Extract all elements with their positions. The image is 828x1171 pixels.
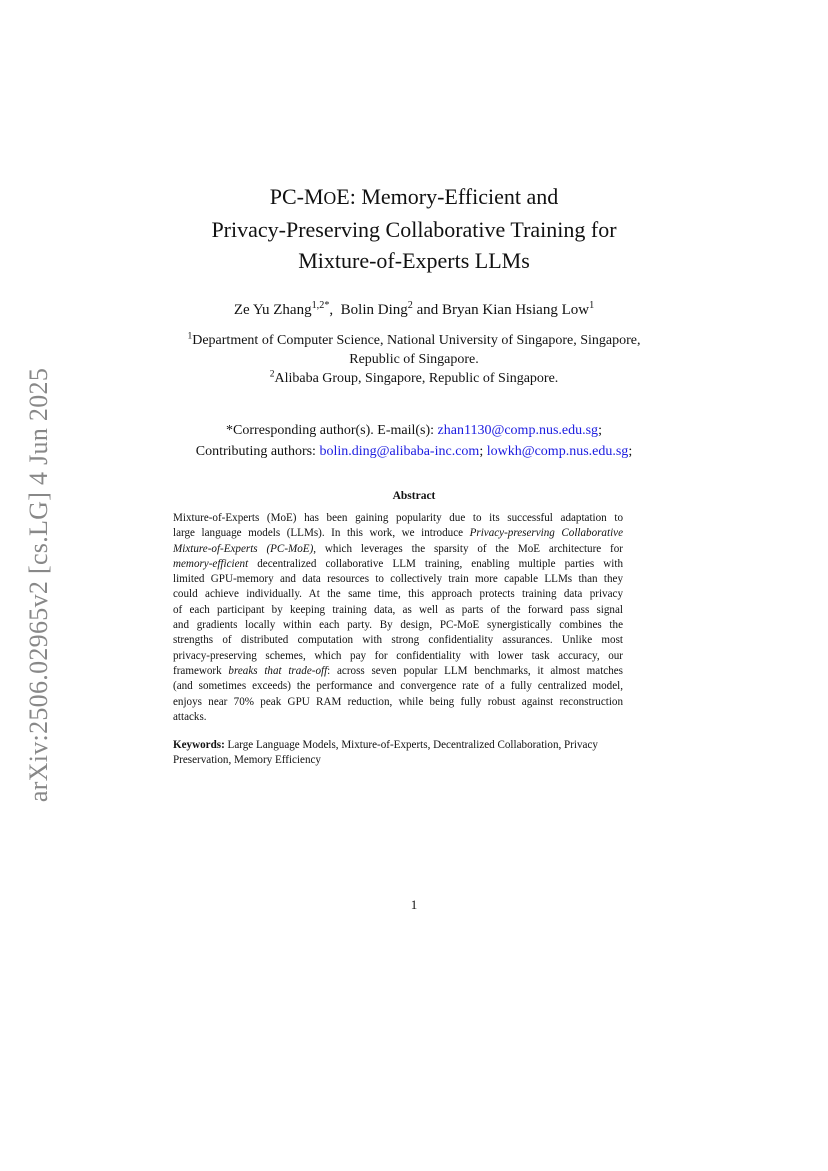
corresponding-author-line <box>0 420 828 441</box>
contributing-email-link-1[interactable]: bolin.ding@alibaba-inc.com <box>319 444 480 459</box>
title-line-3: Mixture-of-Experts LLMs <box>298 248 530 273</box>
affiliation-1-line-1 <box>0 331 828 350</box>
title-line-2: Privacy-Preserving Collaborative Training for <box>211 217 617 242</box>
abstract-line: Mixture-of-Experts (PC-MoE), which leverages the sparsity of the MoE architecture for <box>173 542 623 555</box>
separator: ; <box>628 444 633 459</box>
contributing-email-link-2[interactable]: lowkh@comp.nus.edu.sg <box>486 444 629 459</box>
abstract-emphasis: Privacy-preserving Collaborative <box>469 527 623 540</box>
author-affiliation-mark: 2 <box>407 300 413 311</box>
author-name: Ze Yu Zhang <box>233 302 312 318</box>
page-number: 1 <box>410 897 418 912</box>
author-name: Bolin Ding <box>340 302 408 318</box>
separator: ; <box>598 423 602 438</box>
author-separator: , <box>329 302 341 318</box>
keywords-label: Keywords: <box>173 739 225 751</box>
abstract-emphasis: Mixture-of-Experts (PC-MoE) <box>173 542 314 555</box>
author-affiliation-mark: 1 <box>589 300 595 311</box>
abstract-line: could achieve individually. At the same time, this approach protects training data privacy <box>173 588 623 601</box>
contact-emails <box>0 420 828 462</box>
abstract-emphasis: memory-efficient <box>173 557 249 570</box>
affiliation-mark: 2 <box>269 369 275 380</box>
author-name: Bryan Kian Hsiang Low <box>442 302 590 318</box>
abstract-line: framework breaks that trade-off: across seven popular LLM benchmarks, it almost matches <box>173 664 623 677</box>
title-line-1 <box>0 181 828 214</box>
abstract-line: (and sometimes exceeds) the performance and convergence rate of a fully centralized model, <box>173 680 623 693</box>
title-rest: E: Memory-Efficient and <box>336 184 559 209</box>
abstract-line: memory-efficient decentralized collaborative LLM training, enabling multiple parties with <box>173 557 623 570</box>
arxiv-identifier-stamp: arXiv:2506.02965v2 [cs.LG] 4 Jun 2025 <box>24 367 53 803</box>
title-prefix: PC-M <box>269 184 324 209</box>
abstract-line: strengths of distributed computation with strong confidentiality assurances. Unlike most <box>173 634 623 647</box>
abstract-line: of each participant by keeping training data, as well as parts of the forward pass signal <box>173 603 623 616</box>
affiliation-text: Alibaba Group, Singapore, Republic of Singapore. <box>274 371 559 386</box>
abstract-emphasis: breaks that trade-off <box>228 664 328 677</box>
abstract-line: privacy-preserving schemes, which pay for confidentiality with lower task accuracy, our <box>173 649 623 662</box>
corresponding-label: *Corresponding author(s). E-mail(s): <box>226 423 438 438</box>
contributing-label: Contributing authors: <box>195 444 320 459</box>
abstract-line: attacks. <box>173 710 207 723</box>
paper-title <box>0 181 828 276</box>
abstract-line: large language models (LLMs). In this work, we introduce Privacy-preserving Collaborative <box>173 527 623 540</box>
author-list <box>0 300 828 320</box>
abstract-line: Mixture-of-Experts (MoE) has been gaining popularity due to its successful adaptation to <box>173 512 623 524</box>
abstract-line: limited GPU-memory and data resources to collectively train more capable LLMs than they <box>173 573 623 586</box>
title-small-caps: O <box>323 188 337 208</box>
author-affiliation-mark: 1,2* <box>311 300 330 311</box>
corresponding-email-link[interactable]: zhan1130@comp.nus.edu.sg <box>437 423 599 438</box>
abstract-heading: Abstract <box>392 490 436 502</box>
affiliation-1-line-2: Republic of Singapore. <box>349 352 479 367</box>
abstract-line: enjoys near 70% peak GPU RAM reduction, while being fully robust against reconstruction <box>173 695 623 708</box>
separator: ; <box>479 444 487 459</box>
keywords-text: Large Language Models, Mixture-of-Experts, Decentralized Collaboration, Privacy Preservation, Memory Efficiency <box>173 739 601 767</box>
author-separator: and <box>412 302 443 318</box>
contributing-authors-line <box>0 441 828 462</box>
keywords <box>173 738 623 769</box>
affiliation-2 <box>0 369 828 388</box>
affiliations <box>0 331 828 388</box>
affiliation-mark: 1 <box>187 331 193 342</box>
abstract-body <box>173 511 623 725</box>
affiliation-text: Department of Computer Science, National University of Singapore, Singapore, <box>192 333 641 348</box>
abstract-line: and gradients locally within each party. By design, PC-MoE synergistically combines the <box>173 619 623 632</box>
